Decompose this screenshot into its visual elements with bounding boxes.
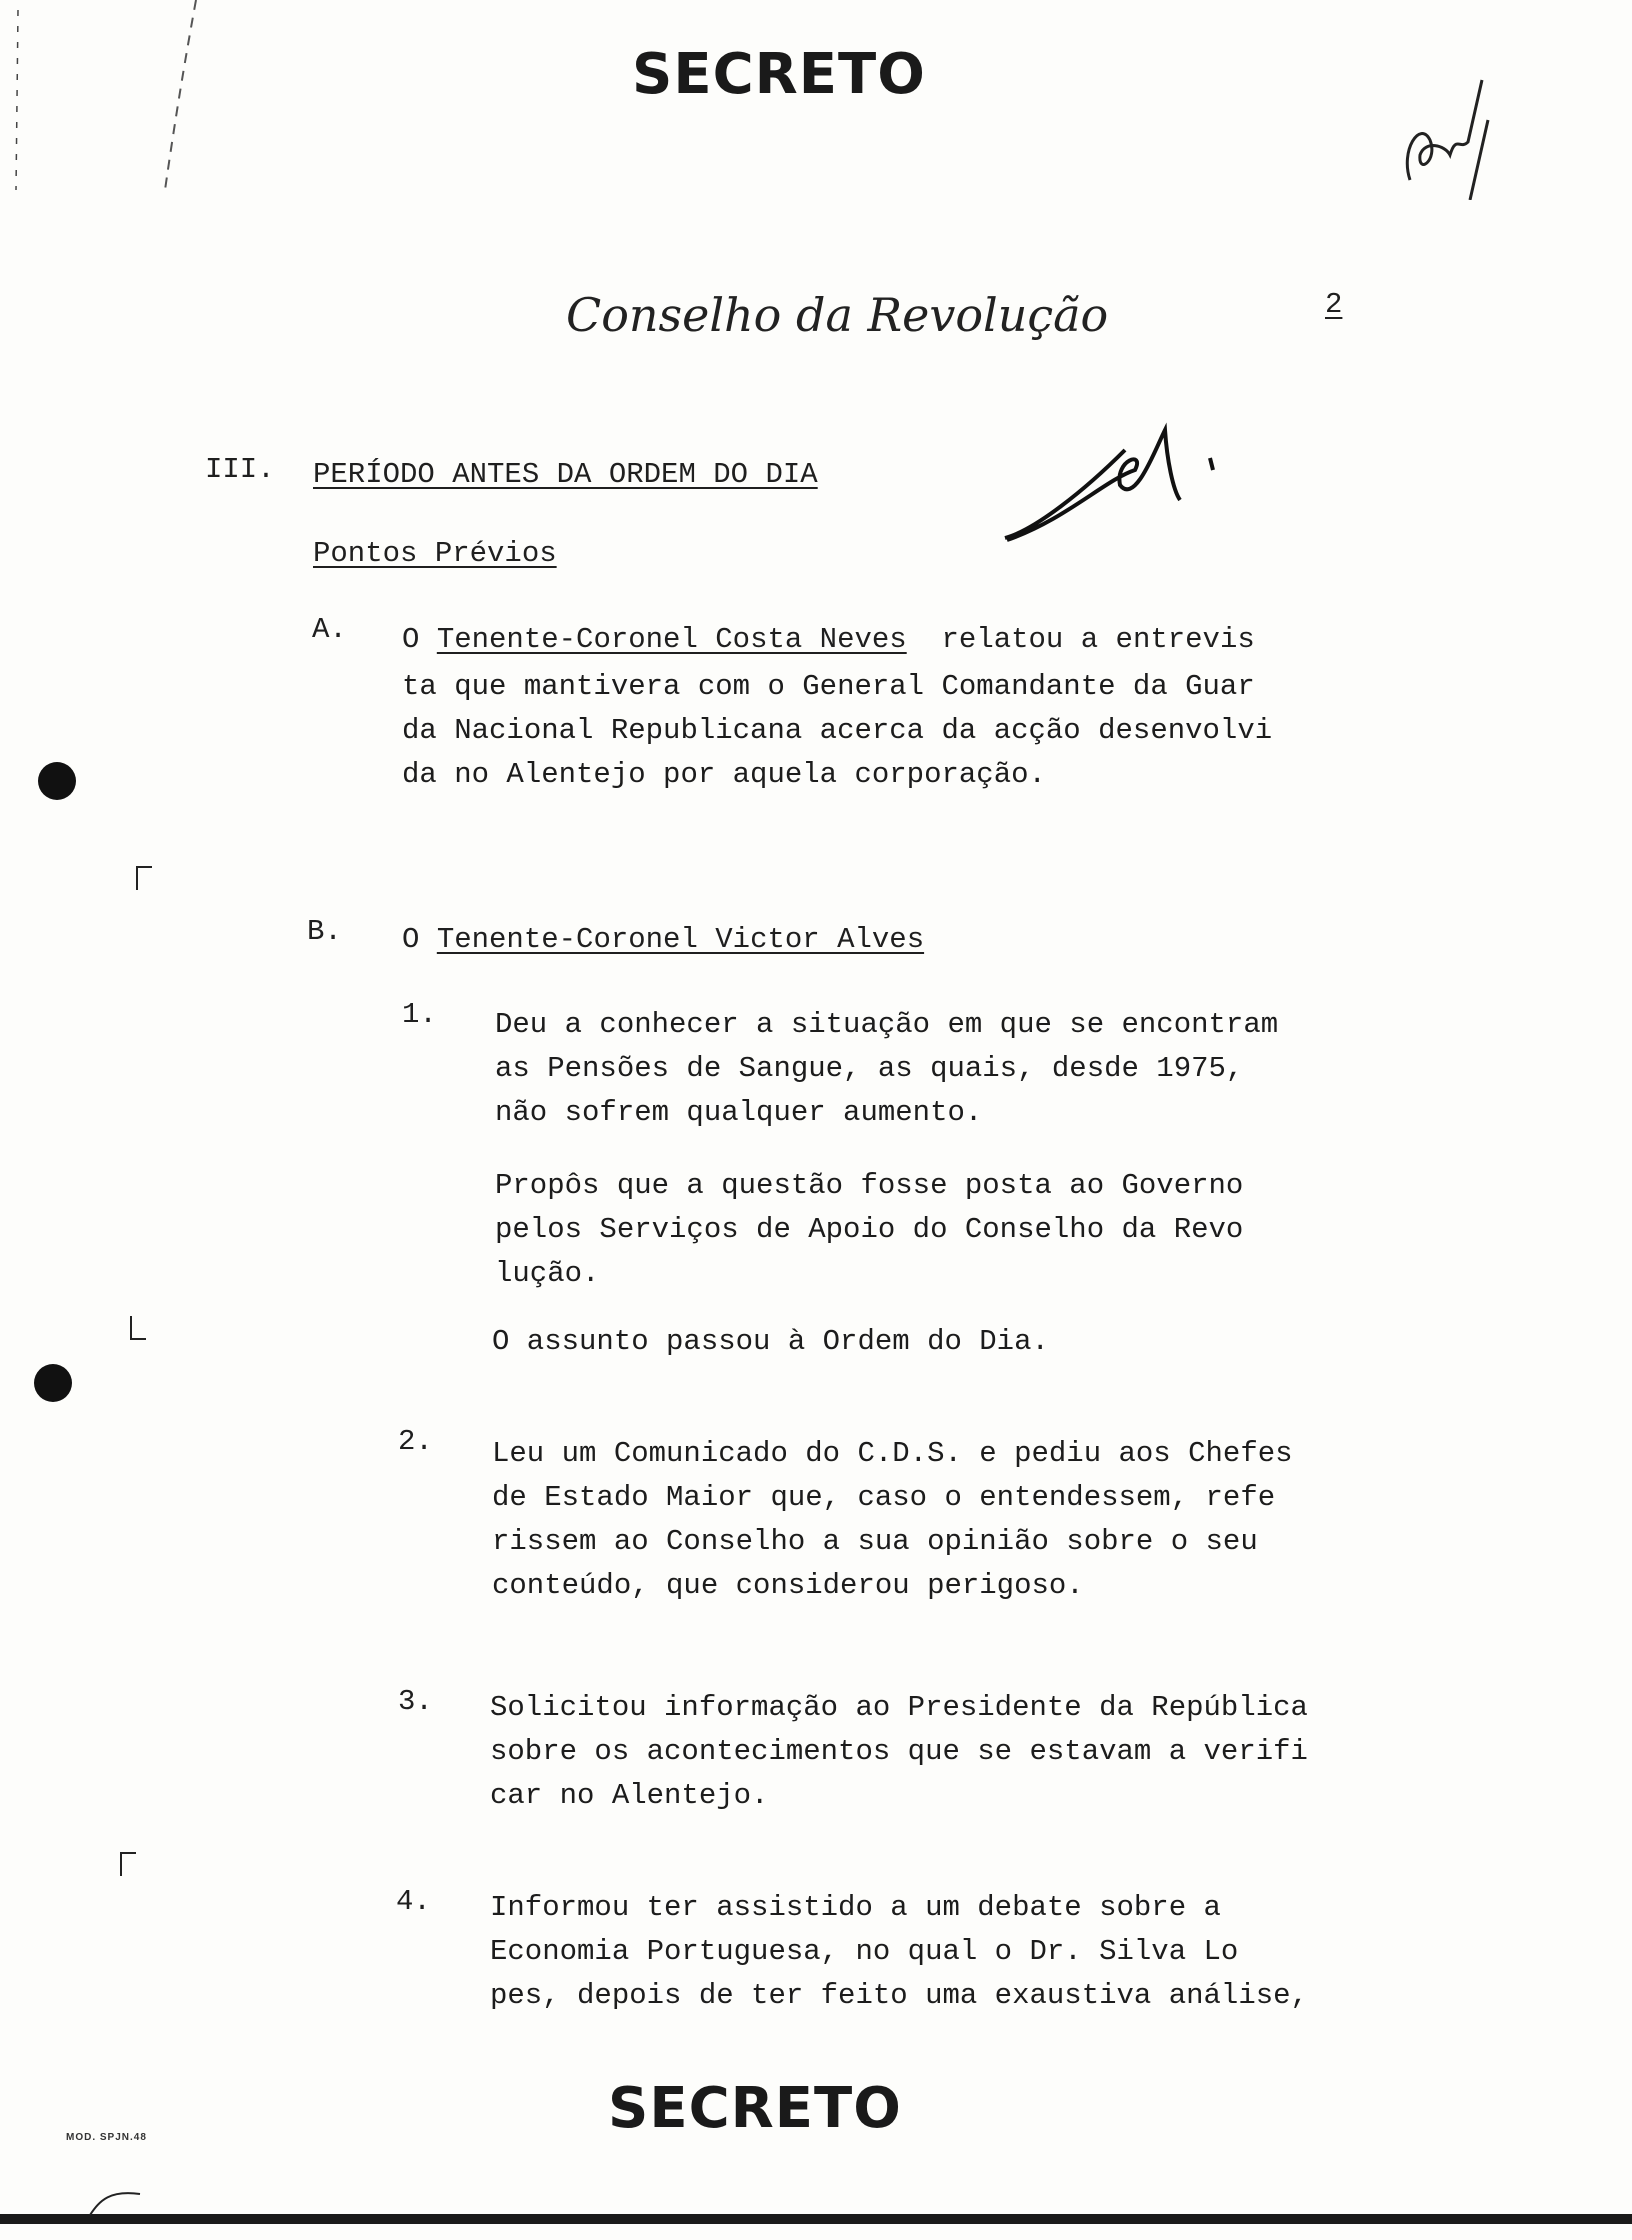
item-a-line-1: ta que mantivera com o General Comandante da Guar	[402, 670, 1255, 703]
point-3-line: sobre os acontecimentos que se estavam a verifi	[490, 1735, 1308, 1768]
corner-mark	[136, 866, 152, 890]
item-a-continuation	[402, 665, 1272, 797]
section-subtitle: Pontos Prévios	[313, 537, 557, 570]
punch-hole-mark	[38, 762, 76, 800]
item-a-line-3: da no Alentejo por aquela corporação.	[402, 758, 1046, 791]
point-2-line: conteúdo, que considerou perigoso.	[492, 1569, 1084, 1602]
item-b-heading	[402, 918, 924, 962]
point-3-paragraph	[490, 1686, 1308, 1818]
point-1-line: O assunto passou à Ordem do Dia.	[492, 1325, 1049, 1358]
point-1-paragraph-1	[495, 1003, 1278, 1135]
scan-edge-streaks	[0, 0, 200, 200]
point-4-line: Informou ter assistido a um debate sobre a	[490, 1891, 1221, 1924]
point-1-line: as Pensões de Sangue, as quais, desde 1975,	[495, 1052, 1244, 1085]
institution-heading: Conselho da Revolução	[566, 288, 1109, 342]
point-4-line: pes, depois de ter feito uma exaustiva análise,	[490, 1979, 1308, 2012]
handwritten-signature	[995, 410, 1225, 550]
item-b-person: Tenente-Coronel Victor Alves	[436, 923, 925, 956]
point-2-paragraph	[492, 1432, 1293, 1608]
point-1-line: Propôs que a questão fosse posta ao Governo	[495, 1169, 1244, 1202]
point-1-paragraph-3	[492, 1320, 1049, 1364]
corner-mark	[120, 1852, 136, 1876]
point-2-number: 2.	[398, 1425, 433, 1458]
item-a-line-0: relatou a entrevis	[941, 623, 1255, 656]
scan-mark-bottom	[80, 2180, 160, 2220]
point-1-line: pelos Serviços de Apoio do Conselho da Revo	[495, 1213, 1244, 1246]
point-2-line: de Estado Maior que, caso o entendessem, refe	[492, 1481, 1276, 1514]
item-a-prefix: O	[402, 623, 437, 656]
point-2-line: Leu um Comunicado do C.D.S. e pediu aos Chefes	[492, 1437, 1293, 1470]
item-a-person: Tenente-Coronel Costa Neves	[436, 623, 907, 656]
point-1-line: não sofrem qualquer aumento.	[495, 1096, 983, 1129]
classification-stamp-top: SECRETO	[632, 42, 926, 107]
page-number: 2	[1325, 288, 1343, 321]
item-a-line-2: da Nacional Republicana acerca da acção desenvolvi	[402, 714, 1273, 747]
punch-hole-mark	[34, 1364, 72, 1402]
item-a-marker: A.	[312, 613, 347, 646]
point-2-line: rissem ao Conselho a sua opinião sobre o seu	[492, 1525, 1258, 1558]
point-1-line: lução.	[495, 1257, 600, 1290]
scan-bottom-border	[0, 2214, 1632, 2224]
corner-mark	[130, 1316, 146, 1340]
point-3-line: Solicitou informação ao Presidente da República	[490, 1691, 1308, 1724]
point-1-line: Deu a conhecer a situação em que se encontram	[495, 1008, 1279, 1041]
classification-stamp-bottom: SECRETO	[608, 2076, 902, 2141]
handwritten-initials-top	[1390, 60, 1500, 200]
point-4-number: 4.	[396, 1885, 431, 1918]
point-4-line: Economia Portuguesa, no qual o Dr. Silva Lo	[490, 1935, 1239, 1968]
point-3-line: car no Alentejo.	[490, 1779, 769, 1812]
point-4-paragraph	[490, 1886, 1308, 2018]
section-title: PERÍODO ANTES DA ORDEM DO DIA	[313, 458, 818, 491]
item-a-first-line	[402, 618, 1255, 662]
section-numeral: III.	[205, 453, 275, 486]
item-b-prefix: O	[402, 923, 437, 956]
point-3-number: 3.	[398, 1685, 433, 1718]
point-1-number: 1.	[402, 998, 437, 1031]
item-b-marker: B.	[307, 915, 342, 948]
point-1-paragraph-2	[495, 1164, 1243, 1296]
form-code: MOD. SPJN.48	[66, 2132, 147, 2143]
